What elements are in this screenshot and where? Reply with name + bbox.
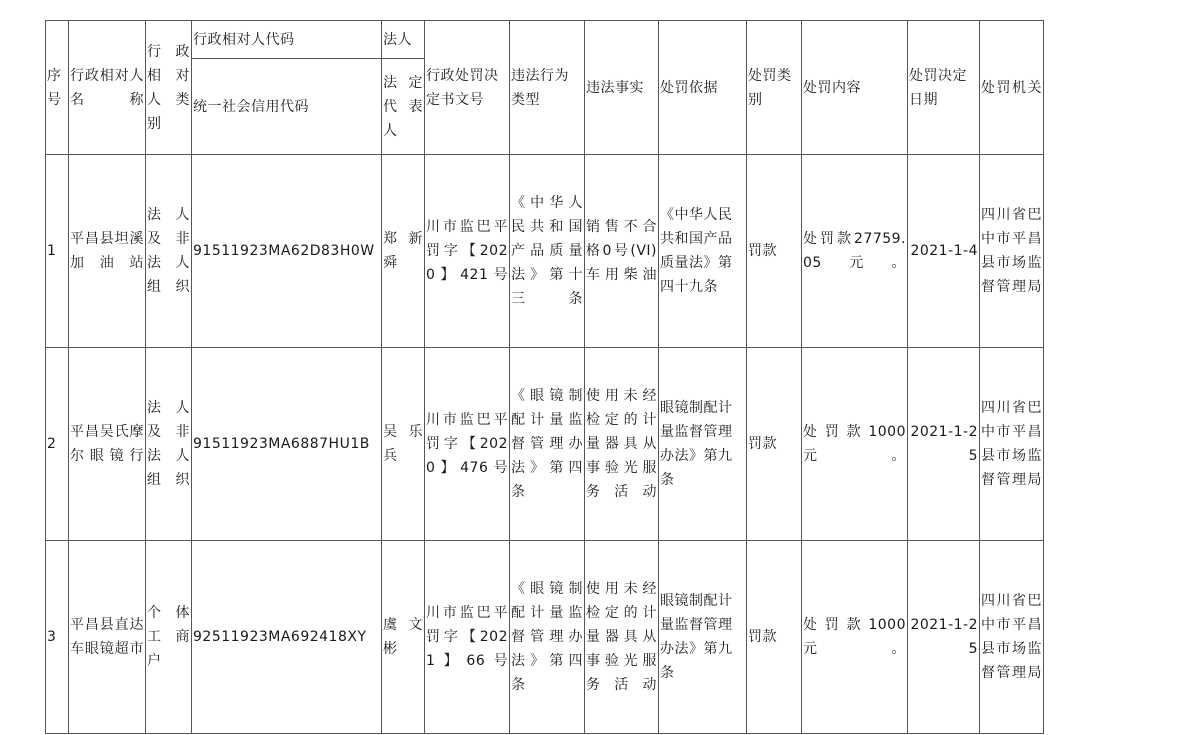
cell-date: 2021-1-4 [908,155,980,348]
cell-violation-type: 《眼镜制配计量监督管理办法》第四条 [510,541,585,734]
cell-legal-rep: 郑新舜 [382,155,425,348]
cell-seq: 3 [46,541,69,734]
cell-facts: 使用未经检定的计量器具从事验光服务活动 [585,541,659,734]
header-legal-rep-sub: 法定代表人 [382,59,425,155]
penalty-table [45,20,1044,734]
cell-name: 平昌吴氏摩尔眼镜行 [69,348,146,541]
header-code-group: 行政相对人代码 [192,21,382,59]
header-penalty-type: 处罚类别 [747,21,802,155]
cell-violation-type: 《中华人民共和国产品质量法》第十三条 [510,155,585,348]
cell-name: 平昌县直达车眼镜超市 [69,541,146,734]
cell-category: 法人及非法人组织 [146,348,192,541]
cell-code: 92511923MA692418XY [192,541,382,734]
cell-penalty-type: 罚款 [747,348,802,541]
cell-basis: 眼镜制配计量监督管理办法》第九条 [659,348,747,541]
cell-seq: 2 [46,348,69,541]
header-facts: 违法事实 [585,21,659,155]
cell-authority: 四川省巴中市平昌县市场监督管理局 [980,155,1044,348]
header-legal-rep: 法人 [382,21,425,59]
header-doc-no: 行政处罚决定书文号 [425,21,510,155]
cell-name: 平昌县坦溪加油站 [69,155,146,348]
cell-date: 2021-1-25 [908,348,980,541]
header-content: 处罚内容 [802,21,908,155]
cell-doc-no: 川市监巴平罚字【2021】66号 [425,541,510,734]
cell-code: 91511923MA6887HU1B [192,348,382,541]
cell-doc-no: 川市监巴平罚字【2020】421号 [425,155,510,348]
header-authority: 处罚机关 [980,21,1044,155]
cell-authority: 四川省巴中市平昌县市场监督管理局 [980,541,1044,734]
table-row [46,155,1044,348]
header-basis: 处罚依据 [659,21,747,155]
cell-facts: 使用未经检定的计量器具从事验光服务活动 [585,348,659,541]
header-seq: 序号 [46,21,69,155]
cell-basis: 《中华人民共和国产品质量法》第四十九条 [659,155,747,348]
header-date: 处罚决定日期 [908,21,980,155]
header-name: 行政相对人名称 [69,21,146,155]
cell-penalty-type: 罚款 [747,541,802,734]
cell-legal-rep: 虞文彬 [382,541,425,734]
table-row [46,348,1044,541]
cell-penalty-type: 罚款 [747,155,802,348]
header-violation-type: 违法行为类型 [510,21,585,155]
cell-violation-type: 《眼镜制配计量监督管理办法》第四条 [510,348,585,541]
header-row-top [46,21,1044,59]
cell-category: 个体工商户 [146,541,192,734]
cell-content: 处罚款1000元。 [802,348,908,541]
cell-code: 91511923MA62D83H0W [192,155,382,348]
cell-content: 处罚款27759.05元。 [802,155,908,348]
table-row [46,541,1044,734]
cell-facts: 销售不合格0号(VI)车用柴油 [585,155,659,348]
cell-doc-no: 川市监巴平罚字【2020】476号 [425,348,510,541]
cell-seq: 1 [46,155,69,348]
cell-authority: 四川省巴中市平昌县市场监督管理局 [980,348,1044,541]
header-category: 行政相对人类别 [146,21,192,155]
cell-date: 2021-1-25 [908,541,980,734]
header-code: 统一社会信用代码 [192,59,382,155]
cell-category: 法人及非法人组织 [146,155,192,348]
cell-basis: 眼镜制配计量监督管理办法》第九条 [659,541,747,734]
cell-content: 处罚款1000元。 [802,541,908,734]
cell-legal-rep: 吴乐兵 [382,348,425,541]
